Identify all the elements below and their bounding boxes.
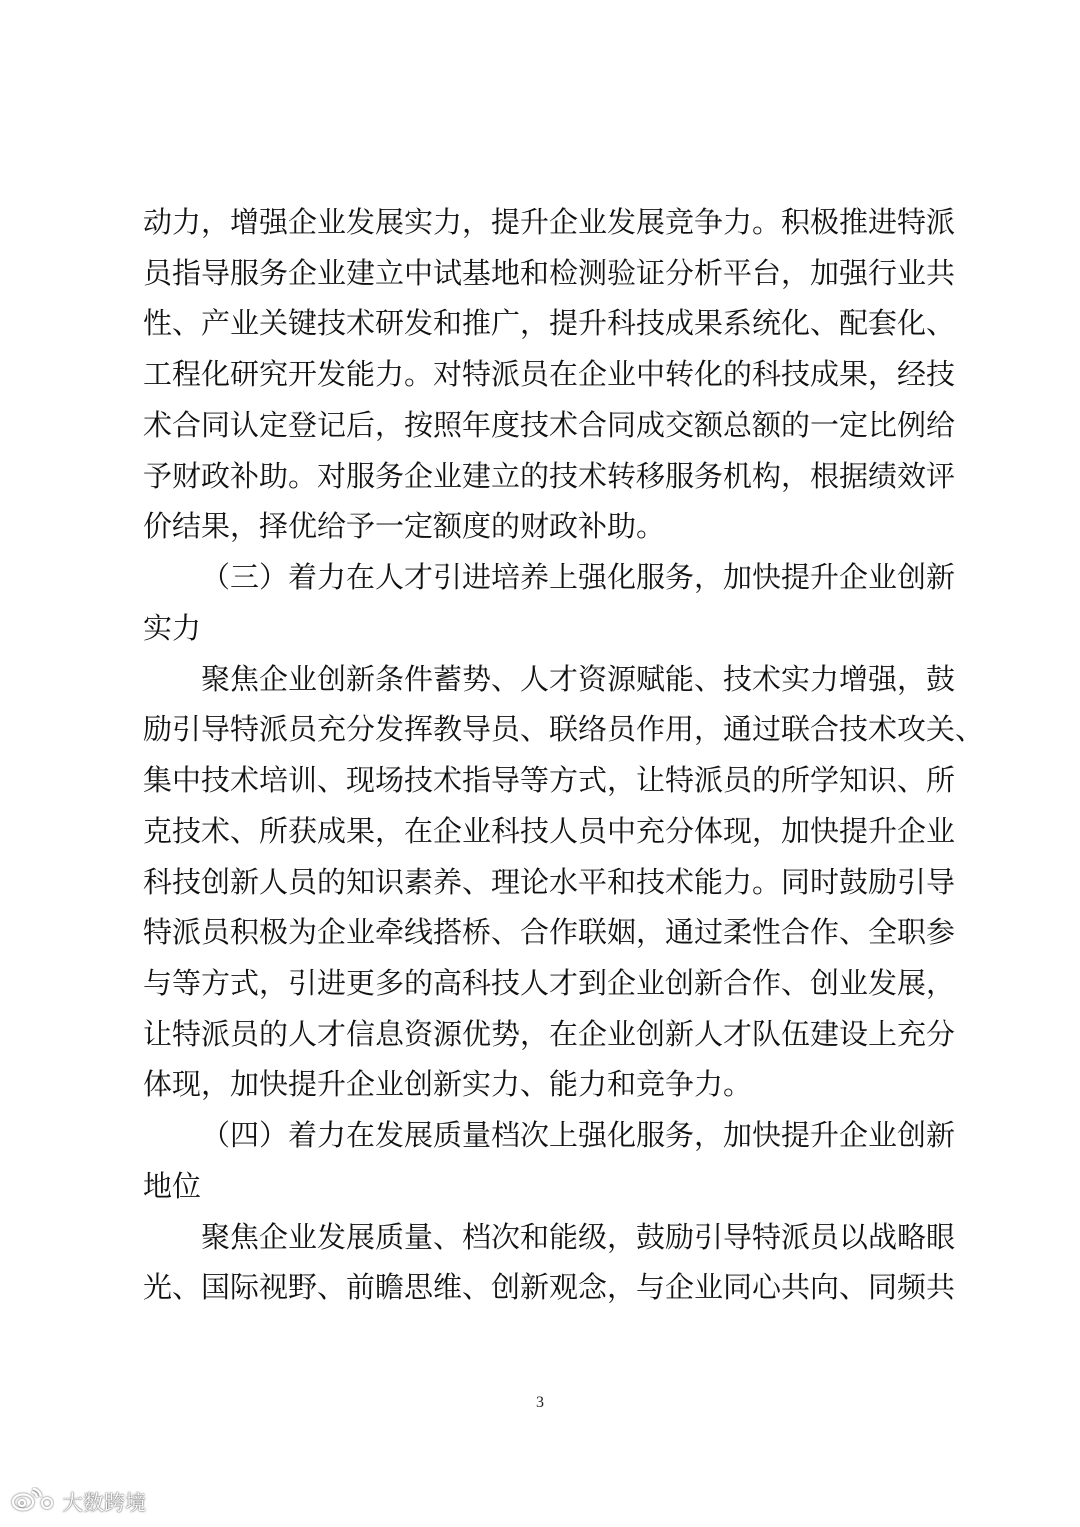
- watermark-text: 大数跨境: [62, 1491, 146, 1515]
- section-heading-4: （四）着力在发展质量档次上强化服务，加快提升企业创新: [201, 1118, 956, 1152]
- section-heading-4-cont: 地位: [143, 1169, 202, 1203]
- body-line-7: 价结果，择优给予一定额度的财政补助。: [143, 509, 666, 543]
- body-line-18: 光、国际视野、前瞻思维、创新观念，与企业同心共向、同频共: [143, 1270, 956, 1304]
- body-line-13: 特派员积极为企业牵线搭桥、合作联姻，通过柔性合作、全职参: [143, 915, 956, 949]
- body-line-8: 聚焦企业创新条件蓄势、人才资源赋能、技术实力增强，鼓: [201, 662, 956, 696]
- body-line-11: 克技术、所获成果，在企业科技人员中充分体现，加快提升企业: [143, 814, 956, 848]
- section-heading-3: （三）着力在人才引进培养上强化服务，加快提升企业创新: [201, 560, 956, 594]
- body-line-17: 聚焦企业发展质量、档次和能级，鼓励引导特派员以战略眼: [201, 1220, 956, 1254]
- body-line-16: 体现，加快提升企业创新实力、能力和竞争力。: [143, 1067, 753, 1101]
- body-line-2: 员指导服务企业建立中试基地和检测验证分析平台，加强行业共: [143, 256, 956, 290]
- body-line-15: 让特派员的人才信息资源优势，在企业创新人才队伍建设上充分: [143, 1017, 956, 1051]
- body-line-3: 性、产业关键技术研发和推广，提升科技成果系统化、配套化、: [143, 306, 956, 340]
- body-line-10: 集中技术培训、现场技术指导等方式，让特派员的所学知识、所: [143, 763, 956, 797]
- watermark: [10, 1485, 146, 1519]
- weibo-logo-icon: [10, 1487, 54, 1518]
- body-line-6: 予财政补助。对服务企业建立的技术转移服务机构，根据绩效评: [143, 459, 956, 493]
- page-number: 3: [536, 1394, 544, 1411]
- body-line-9: 励引导特派员充分发挥教导员、联络员作用，通过联合技术攻关、: [143, 712, 985, 746]
- body-line-5: 术合同认定登记后，按照年度技术合同成交额总额的一定比例给: [143, 408, 956, 442]
- section-heading-3-cont: 实力: [143, 611, 202, 645]
- body-line-12: 科技创新人员的知识素养、理论水平和技术能力。同时鼓励引导: [143, 865, 956, 899]
- body-line-14: 与等方式，引进更多的高科技人才到企业创新合作、创业发展，: [143, 966, 956, 1000]
- body-line-4: 工程化研究开发能力。对特派员在企业中转化的科技成果，经技: [143, 357, 956, 391]
- body-line-1: 动力，增强企业发展实力，提升企业发展竞争力。积极推进特派: [143, 205, 956, 239]
